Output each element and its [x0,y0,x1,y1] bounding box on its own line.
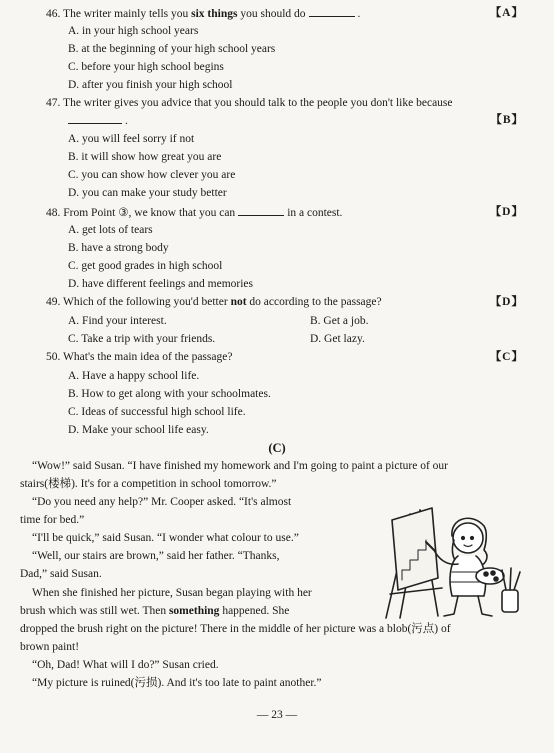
option-47-a: A. you will feel sorry if not [68,133,195,145]
passage-line: “My picture is ruined(污损). And it's too late to paint another.” [32,677,322,689]
answer-49: 【D】 [489,296,524,308]
passage-line: Dad,” said Susan. [20,568,102,580]
option-50-b: B. How to get along with your schoolmates. [68,388,271,400]
passage-line: “I'll be quick,” said Susan. “I wonder what colour to use.” [32,532,299,544]
passage-line: When she finished her picture, Susan began playing with her [32,587,312,599]
option-49-d: D. Get lazy. [310,333,365,345]
answer-47: 【B】 [490,114,524,126]
answer-blank [68,113,122,124]
option-50-c: C. Ideas of successful high school life. [68,406,246,418]
option-50-d: D. Make your school life easy. [68,424,209,436]
passage-line: time for bed.” [20,514,85,526]
option-46-d: D. after you finish your high school [68,79,233,91]
answer-blank [309,6,355,17]
option-46-a: A. in your high school years [68,25,199,37]
page-number: — 23 — [256,709,298,721]
passage-line: “Wow!” said Susan. “I have finished my homework and I'm going to paint a picture of our [32,460,448,472]
palette [476,568,504,584]
question-47-stem: 47. The writer gives you advice that you should talk to the people you don't like because [46,97,453,109]
passage-line: dropped the brush right on the picture! There in the middle of her picture was a blob(污点) of [20,623,451,635]
option-48-c: C. get good grades in high school [68,260,223,272]
option-47-c: C. you can show how clever you are [68,169,236,181]
option-46-c: C. before your high school begins [68,61,224,73]
question-50-stem: 50. What's the main idea of the passage? [46,351,233,363]
passage-line: brush which was still wet. Then something happened. She [20,605,290,617]
passage-line: brown paint! [20,641,80,653]
girl-head [453,523,483,553]
option-50-a: A. Have a happy school life. [68,370,200,382]
option-48-b: B. have a strong body [68,242,169,254]
option-48-d: D. have different feelings and memories [68,278,253,290]
question-48-stem: 48. From Point ③, we know that you can in a contest. [46,207,343,219]
answer-46: 【A】 [489,7,524,19]
option-49-b: B. Get a job. [310,315,369,327]
canvas [392,508,438,590]
answer-blank [238,205,284,216]
question-46-stem: 46. The writer mainly tells you six things you should do . [46,8,361,20]
option-49-c: C. Take a trip with your friends. [68,333,216,345]
passage-line: “Oh, Dad! What will I do?” Susan cried. [32,659,219,671]
answer-48: 【D】 [489,206,524,218]
passage-line: “Well, our stairs are brown,” said her father. “Thanks, [32,550,280,562]
section-title: (C) [268,441,286,455]
option-48-a: A. get lots of tears [68,224,153,236]
girl-painting-illustration [380,500,530,620]
option-47-b: B. it will show how great you are [68,151,222,163]
brush-jar [502,590,518,612]
question-47-blank-line: . [68,113,128,128]
option-46-b: B. at the beginning of your high school years [68,43,276,55]
answer-50: 【C】 [489,351,524,363]
option-47-d: D. you can make your study better [68,187,227,199]
passage-line: stairs(楼梯). It's for a competition in school tomorrow.” [20,478,277,490]
passage-line: “Do you need any help?” Mr. Cooper asked. “It's almost [32,496,292,508]
option-49-a: A. Find your interest. [68,315,167,327]
question-49-stem: 49. Which of the following you'd better not do according to the passage? [46,296,382,308]
